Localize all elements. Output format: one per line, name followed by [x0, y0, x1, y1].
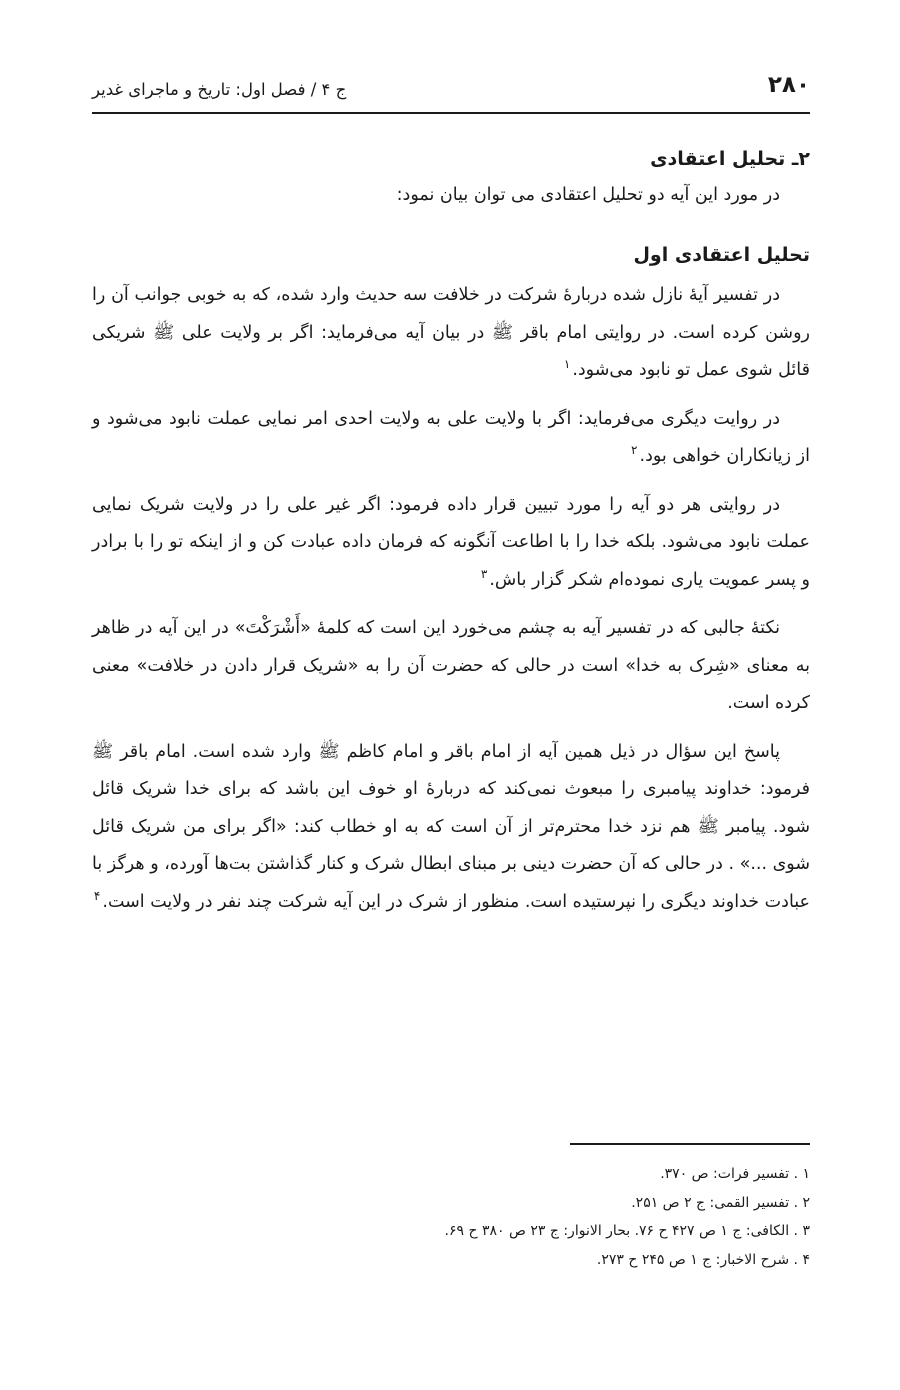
- section-title: ۲ـ تحلیل اعتقادی: [650, 148, 810, 170]
- footnote-ref: ۴: [93, 888, 101, 903]
- footnote-ref: ۳: [480, 566, 488, 581]
- book-page: [92, 0, 810, 1390]
- paragraph: [92, 277, 810, 390]
- footnote-item: ۱ . تفسیر فرات: ص ۳۷۰.: [660, 1166, 810, 1182]
- paragraph-text: پاسخ این سؤال در ذیل همین آیه از امام باقر و امام کاظم ﷺ وارد شده است. امام باقر ﷺ فرمود: خداوند پیامبری را مبعوث نمی‌کند که دربارهٔ او خوف این باشد که برای خدا شریک قائل شود. پیامبر ﷺ هم نزد خدا محترم‌تر از آن است که به او خطاب کند: «اگر برای من شریک قائل شوی ...» . در حالی که آن حضرت دینی بر مبنای ابطال شرک و کنار گذاشتن بت‌ها آورده، و هرگز با عبادت خداوند دیگری را نپرستیده است. منظور از شرک در این آیه شرکت چند نفر در ولایت است.: [92, 741, 810, 912]
- paragraph-text: در روایت دیگری می‌فرماید: اگر با ولایت علی به ولایت احدی امر نمایی عملت نابود می‌شود و از زیانکاران خواهی بود.: [92, 408, 810, 466]
- paragraph-text: نکتهٔ جالبی که در تفسیر آیه به چشم می‌خورد این است که کلمهٔ «أَشْرَكْتَ» در این آیه در ظاهر به معنای «شِرک به خدا» است در حالی که حضرت آن را به «شریک قرار دادن در خلافت» معنی کرده است.: [92, 618, 810, 713]
- section-intro: در مورد این آیه دو تحلیل اعتقادی می توان بیان نمود:: [396, 185, 780, 205]
- subsection-title: تحلیل اعتقادی اول: [633, 244, 810, 266]
- footnote-item: ۲ . تفسیر القمی: ج ۲ ص ۲۵۱.: [631, 1194, 810, 1211]
- paragraph-text: در تفسیر آیهٔ نازل شده دربارهٔ شرکت در خلافت سه حدیث وارد شده، که به خوبی جوانب آن را روشن کرده است. در روایتی امام باقر ﷺ در بیان آیه می‌فرماید: اگر بر ولایت علی ﷺ شریکی قائل شوی عمل تو نابود می‌شود.: [92, 285, 810, 380]
- page-number: ۲۸۰: [767, 72, 810, 98]
- paragraph-text: در روایتی هر دو آیه را مورد تبیین قرار داده فرمود: اگر غیر علی را در ولایت شریک نمایی عملت نابود می‌شود. بلکه خدا را با اطاعت آنگونه که فرمان داده عبادت کن و از اینکه تو را با برادر و پسر عمویت یاری نموده‌ام شکر گزار باش.: [92, 494, 810, 590]
- footnote-item: ۴ . شرح الاخبار: ج ۱ ص ۲۴۵ ح ۲۷۳.: [596, 1251, 810, 1268]
- footnotes: [92, 1160, 810, 1274]
- paragraph: [92, 487, 810, 600]
- paragraph: [92, 610, 810, 723]
- page-header: [92, 68, 810, 114]
- footnote-ref: ۲: [631, 443, 638, 458]
- paragraph: [92, 401, 810, 476]
- footnote-separator: [570, 1143, 810, 1145]
- paragraph: [92, 734, 810, 922]
- page-body: [92, 142, 810, 921]
- footnote-ref: ۱: [563, 357, 571, 372]
- running-title: ج ۴ / فصل اول: تاریخ و ماجرای غدیر: [92, 80, 347, 99]
- footnote-item: ۳ . الکافی: ج ۱ ص ۴۲۷ ح ۷۶. بحار الانوار: ج ۲۳ ص ۳۸۰ ح ۶۹.: [444, 1223, 810, 1239]
